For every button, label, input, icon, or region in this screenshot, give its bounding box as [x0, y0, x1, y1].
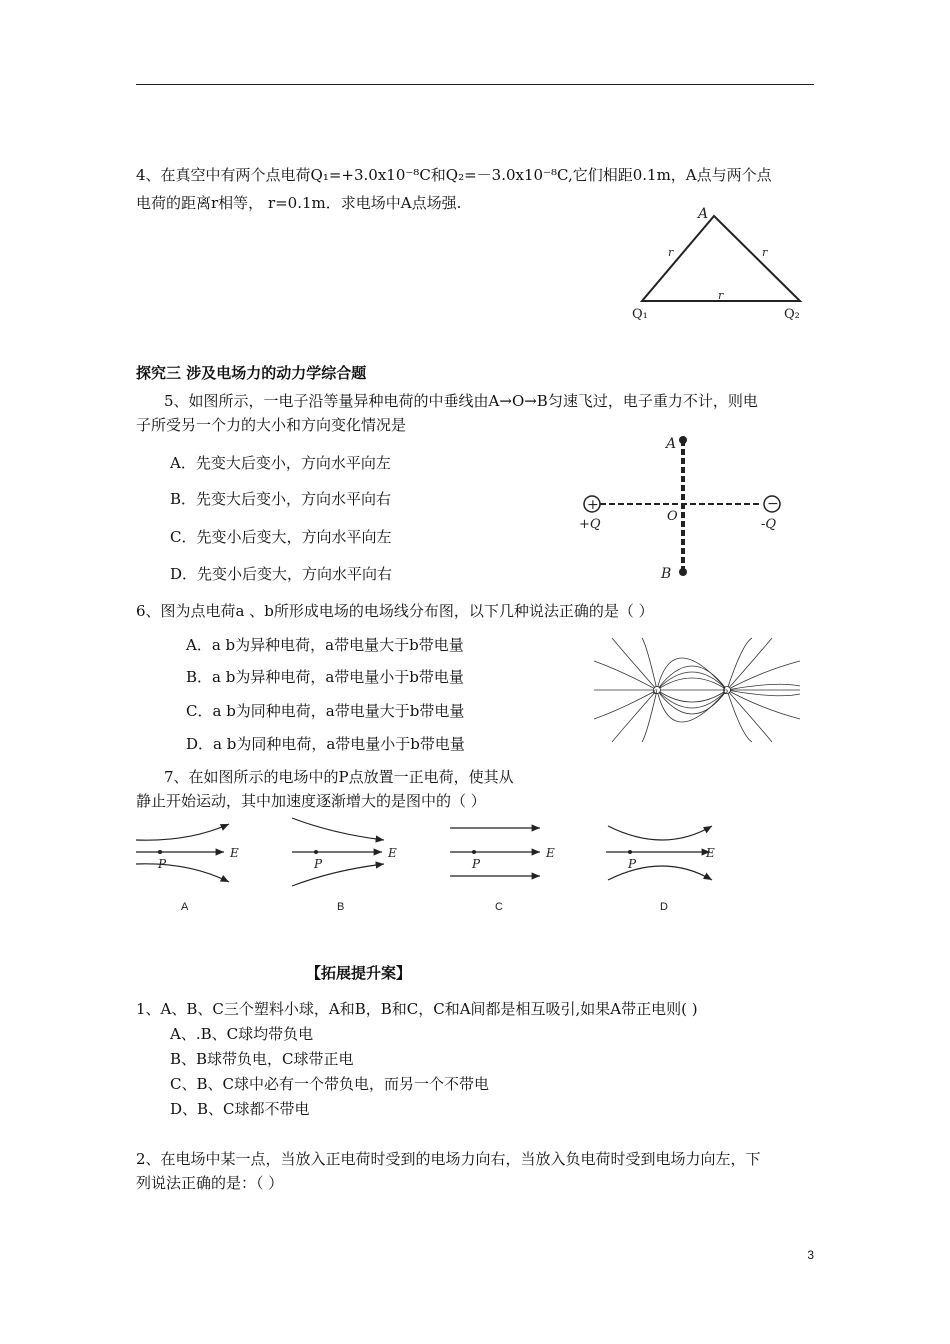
- q6-stem: 6、图为点电荷a 、b所形成电场的电场线分布图，以下几种说法正确的是（ ）: [136, 602, 654, 620]
- q5-line1: 5、如图所示，一电子沿等量异种电荷的中垂线由A→O→B匀速飞过，电子重力不计，则电: [164, 392, 758, 410]
- dipole-bisector-figure: [575, 430, 790, 582]
- q6-option-b: B．a b为异种电荷，a带电量小于b带电量: [186, 668, 464, 686]
- q6-option-a: A．a b为异种电荷，a带电量大于b带电量: [186, 636, 464, 654]
- triangle-figure: [628, 200, 812, 322]
- e1-option-b: B、B球带负电，C球带正电: [170, 1050, 354, 1068]
- triangle-q1-label: Q₁: [632, 307, 648, 322]
- e1-option-a: A、.B、C球均带负电: [170, 1025, 314, 1043]
- svg-text:P: P: [158, 857, 167, 871]
- svg-text:P: P: [314, 857, 323, 871]
- e1-option-d: D、B、C球都不带电: [170, 1100, 310, 1118]
- point-a-label: A: [666, 436, 677, 452]
- point-b-label: B: [661, 566, 672, 582]
- e2-line1: 2、在电场中某一点，当放入正电荷时受到的电场力向右，当放入负电荷时受到电场力向左，下: [136, 1150, 761, 1168]
- negative-q-label: -Q: [761, 517, 777, 532]
- e1-stem: 1、A、B、C三个塑料小球，A和B，B和C，C和A间都是相互吸引,如果A带正电则( ): [136, 1000, 698, 1018]
- q4-line1: 4、在真空中有两个点电荷Q₁=+3.0x10⁻⁸C和Q₂=－3.0x10⁻⁸C,它们相距0.1m，A点与两个点: [136, 166, 772, 184]
- svg-text:E: E: [706, 846, 715, 860]
- svg-text:+: +: [587, 497, 599, 513]
- positive-q-label: +Q: [579, 517, 601, 532]
- q6-option-d: D．a b为同种电荷，a带电量小于b带电量: [186, 735, 465, 753]
- triangle-side-right: r: [762, 246, 768, 259]
- triangle-side-left: r: [668, 246, 674, 259]
- q7-line2: 静止开始运动，其中加速度逐渐增大的是图中的（ ）: [136, 792, 486, 810]
- q5-line2: 子所受另一个力的大小和方向变化情况是: [136, 416, 407, 434]
- field-lines-figure: [592, 636, 802, 744]
- svg-text:P: P: [628, 857, 637, 871]
- svg-text:E: E: [388, 846, 397, 860]
- fig-option-a-label: A: [181, 901, 189, 913]
- e2-line2: 列说法正确的是：（ ）: [136, 1174, 284, 1192]
- e1-option-c: C、B、C球中必有一个带负电，而另一个不带电: [170, 1075, 489, 1093]
- q7-line1: 7、在如图所示的电场中的P点放置一正电荷，使其从: [164, 768, 514, 786]
- charge-b-label: b: [723, 687, 729, 696]
- fig-option-b-label: B: [337, 901, 345, 913]
- charge-a-label: a: [653, 687, 658, 696]
- electric-field-options-figure: [134, 812, 734, 920]
- svg-text:E: E: [230, 846, 239, 860]
- q5-option-d: D．先变小后变大，方向水平向右: [170, 565, 393, 583]
- svg-text:−: −: [767, 496, 779, 512]
- triangle-q2-label: Q₂: [784, 307, 800, 322]
- triangle-vertex-a: A: [698, 206, 709, 222]
- q6-option-c: C．a b为同种电荷，a带电量大于b带电量: [186, 702, 465, 720]
- fig-option-d-label: D: [660, 901, 668, 913]
- q5-option-a: A．先变大后变小，方向水平向左: [170, 454, 391, 472]
- q5-option-b: B．先变大后变小，方向水平向右: [170, 490, 392, 508]
- page-number: 3: [807, 1248, 814, 1262]
- triangle-side-bottom: r: [718, 289, 724, 302]
- fig-option-c-label: C: [495, 901, 503, 913]
- header-rule: [136, 84, 814, 85]
- q5-option-c: C．先变小后变大，方向水平向左: [170, 528, 392, 546]
- q4-line2: 电荷的距离r相等， r=0.1m．求电场中A点场强.: [136, 194, 462, 212]
- extension-title: 【拓展提升案】: [306, 964, 412, 982]
- svg-text:E: E: [546, 846, 555, 860]
- point-o-label: O: [667, 509, 678, 524]
- section3-title: 探究三 涉及电场力的动力学综合题: [136, 364, 367, 382]
- svg-text:P: P: [472, 857, 481, 871]
